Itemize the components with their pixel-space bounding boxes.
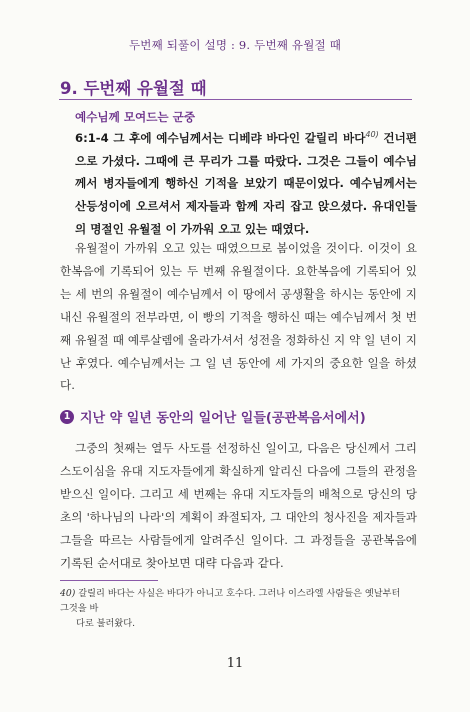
subsection-heading <box>60 407 366 426</box>
subsection-title: 지난 약 일년 동안의 일어난 일들(공관복음서에서) <box>80 411 366 426</box>
footnote-reference[interactable]: 40) <box>365 130 379 139</box>
footnote <box>60 586 412 631</box>
scripture-subhead: 예수님께 모여드는 군중 <box>75 110 196 124</box>
body-paragraph-2: 그중의 첫째는 열두 사도를 선정하신 일이고, 다음은 당신께서 그리스도이심을 유대 지도자들에게 확실하게 알리신 다음에 그들의 관정을 받으신 일이다. 그리고 세 번째는 유대 지도자들의 배척으로 당신의 당초의 '하나님의 나라'의 계획이 좌절되자, 그 대안의 청사진을 제자들과 그들을 따르는 사람들에게 알려주신 일이다. 그 과정들을 공관복음에 기록된 순서대로 찾아보면 대략 다음과 같다. <box>60 441 417 570</box>
scripture-text-after: 건너편으로 가셨다. 그때에 큰 무리가 그를 따랐다. 그것은 그들이 예수님께서 병자들에게 행하신 기적을 보았기 때문이었다. 예수님께서는 산등성이에 오르셔서 제자들과 함께 자리 잡고 앉으셨다. 유대인들의 명절인 유월절 이 가까워 오고 있는 때였다. <box>75 130 417 237</box>
footnote-mark: 40) <box>60 588 76 599</box>
body-paragraph-1: 유월절이 가까워 오고 있는 때였으므로 봄이었을 것이다. 이것이 요한복음에 기록되어 있는 두 번째 유월절이다. 요한복음에 기록되어 있는 세 번의 유월절이 예수님께서 이 땅에서 공생활을 하시는 동안에 지내신 유월절의 전부라면, 이 빵의 기적을 행하신 때는 예수님께서 첫 번째 유월절 때 예루살렘에 올라가셔서 성전을 정화하신 지 약 일 년이 지난 후였다. 예수님께서는 그 일 년 동안에 세 가지의 중요한 일을 하셨다. <box>60 241 417 393</box>
footnote-line-2: 다로 불러왔다. <box>76 618 136 629</box>
scripture-passage <box>75 124 417 241</box>
running-head: 두번째 되풀이 설명 : 9. 두번째 유월절 때 <box>128 38 342 52</box>
footnote-divider <box>60 580 158 581</box>
footnote-line-1: 갈릴리 바다는 사실은 바다가 아니고 호수다. 그러나 이스라엘 사람들은 옛날부터 그것을 바 <box>60 588 401 614</box>
number-badge: 1 <box>60 410 74 424</box>
page-number: 11 <box>226 656 244 671</box>
section-divider <box>59 99 412 100</box>
scripture-text-before: 6:1-4 그 후에 예수님께서는 디베랴 바다인 갈릴리 바다 <box>75 130 366 145</box>
section-title: 9. 두번째 유월절 때 <box>60 79 207 98</box>
